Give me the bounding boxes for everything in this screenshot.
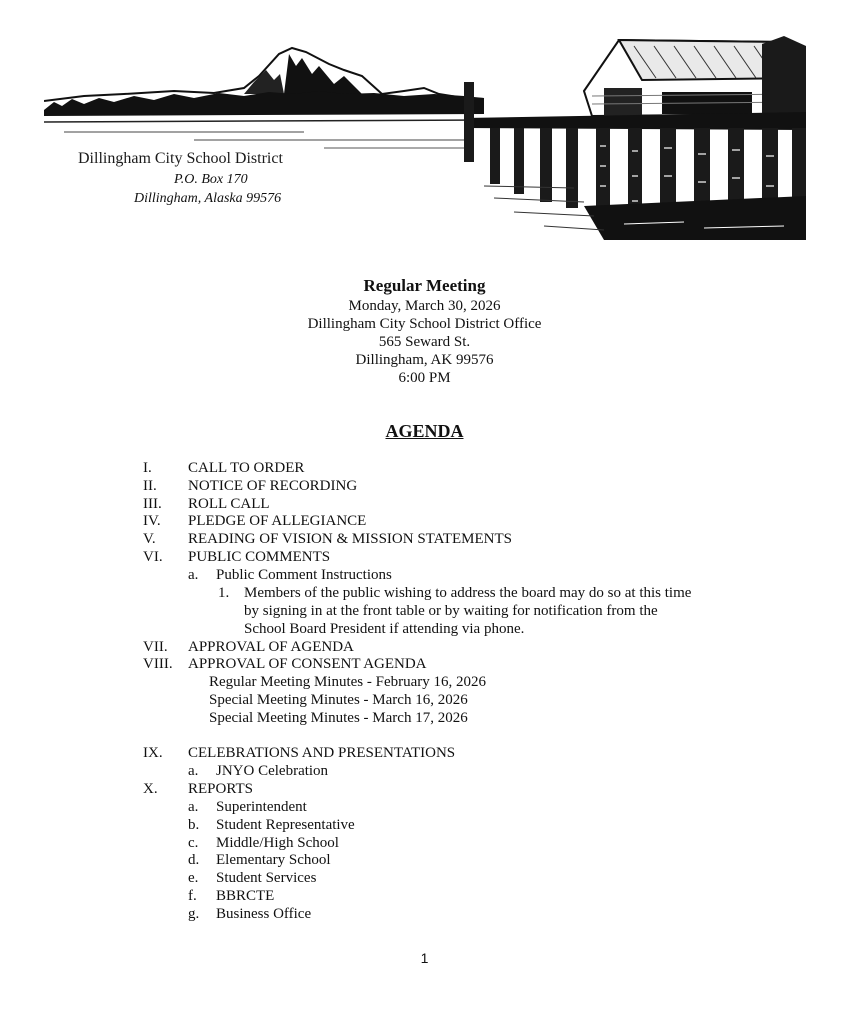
agenda-heading: AGENDA — [385, 421, 464, 441]
sub-point-number: 1. — [218, 585, 230, 601]
item-text: REPORTS — [188, 781, 253, 797]
sub-item-letter: e. — [188, 870, 199, 886]
sub-item-text: Business Office — [216, 906, 312, 922]
meeting-street: 565 Seward St. — [378, 334, 471, 350]
item-text: APPROVAL OF CONSENT AGENDA — [188, 656, 427, 672]
city-line: Dillingham, Alaska 99576 — [134, 191, 282, 206]
meeting-location: Dillingham City School District Office — [307, 316, 542, 332]
sub-item-text: BBRCTE — [216, 888, 275, 904]
item-text: CALL TO ORDER — [188, 460, 305, 476]
item-text: APPROVAL OF AGENDA — [188, 639, 354, 655]
sub-item-letter: a. — [188, 763, 199, 779]
item-number: VII. — [143, 639, 168, 655]
sub-item-text: Student Services — [216, 870, 317, 886]
sub-item-letter: c. — [188, 835, 199, 851]
item-text: READING OF VISION & MISSION STATEMENTS — [188, 531, 512, 547]
consent-item: Special Meeting Minutes - March 16, 2026 — [209, 692, 468, 708]
item-number: VIII. — [143, 656, 173, 672]
district-name: Dillingham City School District — [78, 150, 283, 167]
item-number: X. — [143, 781, 158, 797]
consent-item: Regular Meeting Minutes - February 16, 2026 — [209, 674, 487, 690]
item-number: V. — [143, 531, 156, 547]
sub-point-line: School Board President if attending via phone. — [244, 621, 525, 637]
item-text: PUBLIC COMMENTS — [188, 549, 331, 565]
item-number: III. — [143, 496, 162, 512]
item-number: IX. — [143, 745, 163, 761]
item-number: IV. — [143, 513, 161, 529]
letterhead-illustration — [44, 36, 806, 240]
sub-item-text: Superintendent — [216, 799, 307, 815]
sub-point-line: Members of the public wishing to address the board may do so at this time — [244, 585, 692, 601]
sub-item-letter: a. — [188, 567, 199, 583]
meeting-info — [0, 275, 849, 387]
item-number: II. — [143, 478, 157, 494]
item-number: VI. — [143, 549, 163, 565]
po-box: P.O. Box 170 — [174, 172, 248, 187]
meeting-time: 6:00 PM — [398, 370, 451, 386]
item-text: CELEBRATIONS AND PRESENTATIONS — [188, 745, 456, 761]
sub-item-text: Elementary School — [216, 852, 331, 868]
meeting-title: Regular Meeting — [363, 276, 486, 295]
page-number: 1 — [420, 950, 429, 966]
sub-item-letter: a. — [188, 799, 199, 815]
meeting-date: Monday, March 30, 2026 — [348, 298, 501, 314]
sub-item-letter: g. — [188, 906, 200, 922]
sub-item-letter: b. — [188, 817, 200, 833]
meeting-city: Dillingham, AK 99576 — [355, 352, 494, 368]
sub-item-letter: f. — [188, 888, 197, 904]
sub-point-line: by signing in at the front table or by waiting for notification from the — [244, 603, 658, 619]
sub-item-text: JNYO Celebration — [216, 763, 329, 779]
sub-item-text: Student Representative — [216, 817, 355, 833]
consent-item: Special Meeting Minutes - March 17, 2026 — [209, 710, 468, 726]
item-text: PLEDGE OF ALLEGIANCE — [188, 513, 367, 529]
sub-item-text: Public Comment Instructions — [216, 567, 392, 583]
item-text: ROLL CALL — [188, 496, 270, 512]
item-text: NOTICE OF RECORDING — [188, 478, 358, 494]
sub-item-text: Middle/High School — [216, 835, 339, 851]
sub-item-letter: d. — [188, 852, 200, 868]
item-number: I. — [143, 460, 152, 476]
